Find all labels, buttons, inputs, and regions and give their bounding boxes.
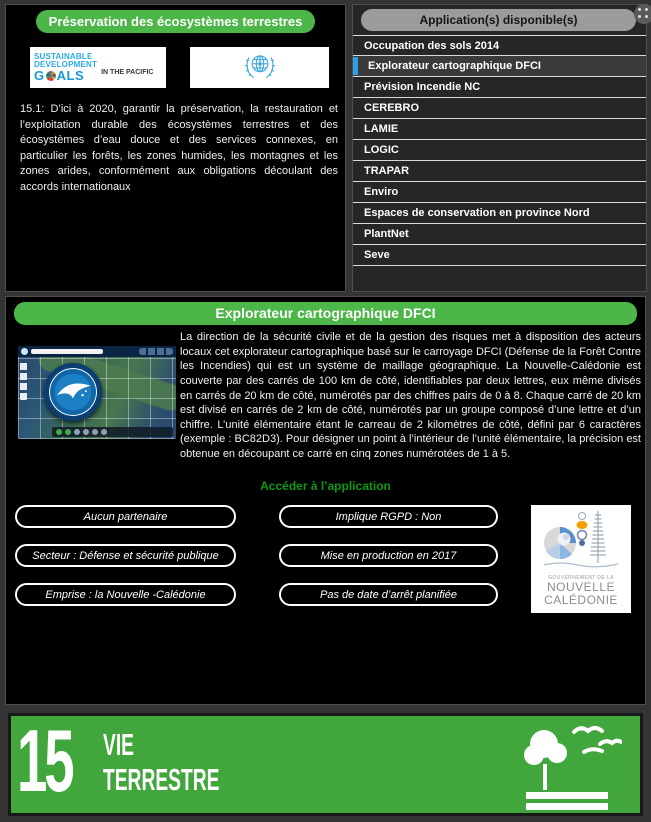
apps-list bbox=[353, 35, 646, 266]
securite-civile-badge-icon bbox=[44, 363, 102, 421]
app-map-thumbnail[interactable] bbox=[18, 346, 176, 439]
goal-description: 15.1: D’ici à 2020, garantir la préservation, la restauration et l’exploitation durable des écosystèmes terrestres et des écosystèmes d’eau douce et des services connexes, en particulier les forêts, les zones humides, les montagnes et les zones arides, conformément aux obligations découlant des accords internationaux bbox=[20, 103, 338, 194]
app-description: La direction de la sécurité civile et de la gestion des risques met à disposition des acteurs locaux cet explorateur cartographique basé sur le carroyage DFCI (Défense de la Forêt Contre les Incendies) qui est un système de maillage géographique. La Nouvelle-Calédonie est couverte par des carrés de 100 km de côté, identifiables par deux lettres, eux même divisés en carrés de 20 km de côté, numérotés par des chiffres pairs de 0 à 8. Chaque carré de 20 km est divisé en carrés de 2 km de côté, numérotés par un groupe composé d’une lettre et d’un chiffre. L’unité élémentaire étant le carreau de 2 kilomètres de côté, défini par 6 caractères (exemple : BC82D3). Pour désigner un point à l’intérieur de l’unité élémentaire, la précision est obtenue en découpant ce carré en cinq zones numérotées de 1 à 5. bbox=[180, 331, 642, 460]
goal-panel-header: Préservation des écosystèmes terrestres bbox=[36, 10, 315, 33]
sdg-word-sustainable: SUSTAINABLE bbox=[34, 52, 93, 61]
app-item-lamie[interactable]: LAMIE bbox=[353, 119, 646, 140]
map-bottom-toolbar bbox=[52, 427, 173, 437]
app-badges bbox=[15, 505, 503, 606]
drag-handle-icon[interactable] bbox=[634, 4, 651, 24]
sdg-word-goals bbox=[34, 69, 97, 82]
map-app-logo-icon bbox=[21, 348, 28, 355]
apps-panel-header: Application(s) disponible(s) bbox=[361, 9, 636, 31]
gouvernement-nc-logo bbox=[531, 505, 631, 613]
gov-logo-line3: CALÉDONIE bbox=[544, 592, 618, 607]
badge-date-arret[interactable]: Pas de date d’arrêt planifiée bbox=[279, 583, 498, 606]
app-item-trapar[interactable]: TRAPAR bbox=[353, 161, 646, 182]
app-item-seve[interactable]: Seve bbox=[353, 245, 646, 266]
badge-emprise[interactable]: Emprise : la Nouvelle -Calédonie bbox=[15, 583, 236, 606]
sdg15-title-line1: VIE bbox=[103, 727, 134, 762]
sdg15-number: 15 bbox=[17, 711, 72, 810]
tree-and-birds-icon bbox=[512, 722, 622, 812]
map-side-tools bbox=[20, 360, 27, 400]
app-item-plantnet[interactable]: PlantNet bbox=[353, 224, 646, 245]
sdg-goals-g: G bbox=[34, 68, 45, 83]
map-toolbar-buttons bbox=[139, 348, 173, 355]
sdg15-title-line2: TERRESTRE bbox=[103, 761, 220, 797]
selected-indicator-bar bbox=[353, 57, 358, 75]
un-logo bbox=[190, 47, 329, 88]
map-toolbar bbox=[18, 346, 176, 357]
sdg-color-wheel-icon bbox=[46, 71, 56, 81]
sdg15-banner bbox=[8, 713, 643, 816]
detail-panel bbox=[5, 296, 646, 705]
apps-panel-headwrap bbox=[353, 5, 646, 33]
sdg-pacific-logo bbox=[30, 47, 166, 88]
sdg-wordmark bbox=[34, 53, 97, 82]
sdg-word-development: DEVELOPMENT bbox=[34, 60, 98, 69]
app-item-label: Explorateur cartographique DFCI bbox=[368, 60, 541, 72]
app-item-prevision-incendie[interactable]: Prévision Incendie NC bbox=[353, 77, 646, 98]
apps-panel bbox=[352, 4, 647, 292]
badge-partenaire[interactable]: Aucun partenaire bbox=[15, 505, 236, 528]
app-item-enviro[interactable]: Enviro bbox=[353, 182, 646, 203]
sdg-goals-als: ALS bbox=[56, 68, 85, 83]
sdg-in-the-pacific-label: IN THE PACIFIC bbox=[101, 69, 154, 76]
app-item-espaces-conservation[interactable]: Espaces de conservation en province Nord bbox=[353, 203, 646, 224]
map-search-bar bbox=[31, 349, 103, 354]
app-item-cerebro[interactable]: CEREBRO bbox=[353, 98, 646, 119]
badge-mise-en-production[interactable]: Mise en production en 2017 bbox=[279, 544, 498, 567]
un-emblem-icon bbox=[241, 49, 279, 86]
gov-logo-line1: GOUVERNEMENT DE LA bbox=[548, 575, 614, 581]
sdg15-title bbox=[103, 728, 219, 797]
gov-logo-line2: NOUVELLE bbox=[546, 580, 616, 594]
badge-secteur[interactable]: Secteur : Défense et sécurité publique bbox=[15, 544, 236, 567]
gouvernement-nc-emblem-icon bbox=[538, 507, 624, 569]
access-application-link[interactable]: Accéder à l’application bbox=[260, 479, 391, 493]
app-item-logic[interactable]: LOGIC bbox=[353, 140, 646, 161]
logo-row bbox=[6, 47, 345, 89]
badge-rgpd[interactable]: Implique RGPD : Non bbox=[279, 505, 498, 528]
detail-panel-header: Explorateur cartographique DFCI bbox=[14, 302, 637, 325]
app-item-explorateur-dfci[interactable] bbox=[353, 56, 646, 77]
goal-panel bbox=[5, 4, 346, 292]
app-item-occupation-des-sols[interactable]: Occupation des sols 2014 bbox=[353, 35, 646, 56]
